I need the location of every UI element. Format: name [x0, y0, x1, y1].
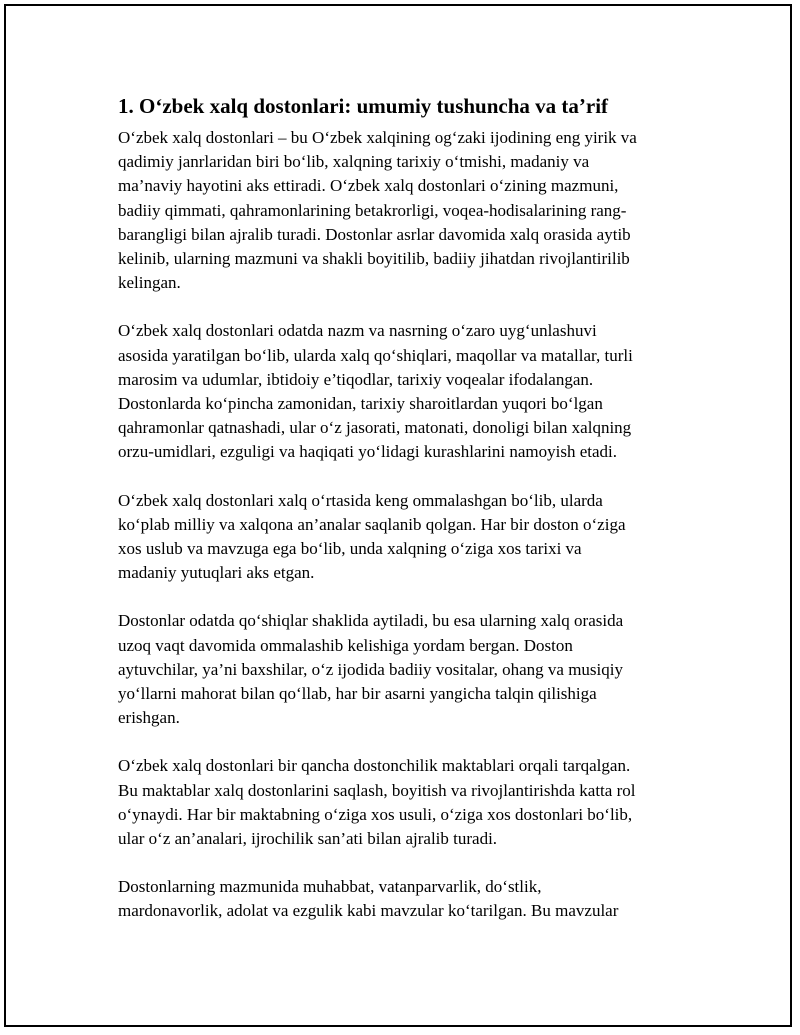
paragraph-4 — [118, 609, 690, 730]
paragraph-2 — [118, 319, 690, 464]
text-line: qahramonlar qatnashadi, ular o‘z jasorati, matonati, donoligi bilan xalqning — [118, 418, 632, 438]
text-line: madaniy yutuqlari aks etgan. — [118, 563, 315, 583]
text-line: kelingan. — [118, 273, 181, 293]
text-line: ko‘plab milliy va xalqona an’analar saqlanib qolgan. Har bir doston o‘ziga — [118, 514, 626, 534]
text-line: mardonavorlik, adolat va ezgulik kabi mavzular ko‘tarilgan. Bu mavzular — [118, 901, 619, 921]
text-line: aytuvchilar, ya’ni baxshilar, o‘z ijodida badiiy vositalar, ohang va musiqiy — [118, 659, 623, 679]
text-line: yo‘llarni mahorat bilan qo‘llab, har bir asarni yangicha talqin qilishiga — [118, 684, 597, 704]
text-line: O‘zbek xalq dostonlari odatda nazm va nasrning o‘zaro uyg‘unlashuvi — [118, 321, 597, 341]
text-line: Bu maktablar xalq dostonlarini saqlash, boyitish va rivojlantirishda katta rol — [118, 780, 636, 800]
text-line: uzoq vaqt davomida ommalashib kelishiga yordam bergan. Doston — [118, 635, 573, 655]
text-line: kelinib, ularning mazmuni va shakli boyitilib, badiiy jihatdan rivojlantirilib — [118, 249, 630, 269]
text-line: marosim va udumlar, ibtidoiy e’tiqodlar, tarixiy voqealar ifodalangan. — [118, 369, 594, 389]
text-line: erishgan. — [118, 708, 180, 728]
paragraph-1 — [118, 126, 690, 295]
text-line: Dostonlarda ko‘pincha zamonidan, tarixiy sharoitlardan yuqori bo‘lgan — [118, 394, 603, 414]
document-body — [118, 92, 690, 948]
text-line: Dostonlar odatda qo‘shiqlar shaklida aytiladi, bu esa ularning xalq orasida — [118, 611, 624, 631]
text-line: asosida yaratilgan bo‘lib, ularda xalq qo‘shiqlari, maqollar va matallar, turli — [118, 345, 633, 365]
text-line: Dostonlarning mazmunida muhabbat, vatanparvarlik, do‘stlik, — [118, 877, 542, 897]
section-heading: 1. O‘zbek xalq dostonlari: umumiy tushuncha va ta’rif — [118, 94, 609, 118]
text-line: barangligi bilan ajralib turadi. Dostonlar asrlar davomida xalq orasida aytib — [118, 224, 631, 244]
text-line: qadimiy janrlaridan biri bo‘lib, xalqning tarixiy o‘tmishi, madaniy va — [118, 152, 590, 172]
text-line: O‘zbek xalq dostonlari bir qancha dostonchilik maktablari orqali tarqalgan. — [118, 756, 631, 776]
paragraph-6 — [118, 875, 690, 923]
text-line: orzu-umidlari, ezguligi va haqiqati yo‘lidagi kurashlarini namoyish etadi. — [118, 442, 618, 462]
text-line: ma’naviy hayotini aks ettiradi. O‘zbek xalq dostonlari o‘zining mazmuni, — [118, 176, 619, 196]
text-line: ular o‘z an’analari, ijrochilik san’ati bilan ajralib turadi. — [118, 829, 498, 849]
text-line: o‘ynaydi. Har bir maktabning o‘ziga xos usuli, o‘ziga xos dostonlari bo‘lib, — [118, 804, 633, 824]
text-line: O‘zbek xalq dostonlari – bu O‘zbek xalqining og‘zaki ijodining eng yirik va — [118, 128, 637, 147]
paragraph-5 — [118, 754, 690, 851]
text-line: badiiy qimmati, qahramonlarining betakrorligi, voqea-hodisalarining rang- — [118, 200, 627, 220]
paragraph-3 — [118, 489, 690, 586]
text-line: O‘zbek xalq dostonlari xalq o‘rtasida keng ommalashgan bo‘lib, ularda — [118, 490, 603, 510]
text-line: xos uslub va mavzuga ega bo‘lib, unda xalqning o‘ziga xos tarixi va — [118, 539, 582, 559]
